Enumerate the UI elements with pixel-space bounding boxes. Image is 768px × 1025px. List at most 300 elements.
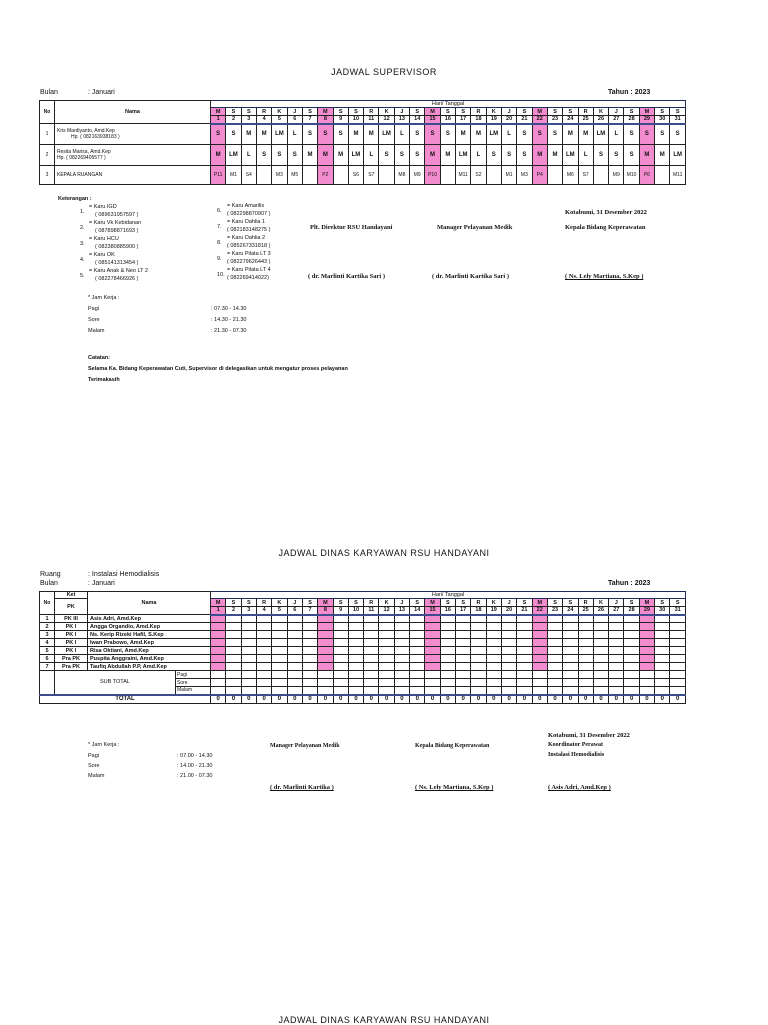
shift-cell: M [547,145,562,166]
shift-cell: P4 [532,166,547,185]
hari-tanggal-header: Hari/ Tanggal [211,101,686,108]
shift-cell: S [609,145,624,166]
dinas-shift-cell [639,655,654,663]
jam2-title: * Jam Kerja : [88,742,120,748]
dinas-shift-cell [578,639,593,647]
dinas-bulan-value: : Januari [88,580,115,587]
total-value: 0 [211,695,226,704]
dinas-row-pk: PK I [55,623,88,631]
supervisor-phone: Hp. ( 082163938183 ) [71,134,120,140]
dinas-shift-cell [532,631,547,639]
dinas-shift-cell [532,647,547,655]
subtotal-cell [302,679,317,687]
day-letter: K [593,108,608,116]
subtotal-cell [456,679,471,687]
dinas-shift-cell [501,655,516,663]
dinas-shift-cell [272,647,287,655]
total-value: 0 [318,695,333,704]
date-number: 23 [547,116,562,124]
subtotal-cell [348,671,363,679]
keterangan-role: = Karu Amarilis [227,203,265,209]
dinas-date-number: 7 [302,607,317,615]
keterangan-number: 2. [80,225,85,231]
day-letter: R [578,108,593,116]
dinas-shift-cell [379,631,394,639]
sign1-title-kabid: Kepala Bidang Keperawatan [565,224,646,231]
shift-cell: M5 [287,166,302,185]
dinas-row-name: Asis Adri, Amd.Kep [88,615,211,623]
dinas-shift-cell [241,615,256,623]
total-value: 0 [333,695,348,704]
dinas-shift-cell [624,655,639,663]
total-value: 0 [425,695,440,704]
dinas-shift-cell [394,647,409,655]
subtotal-cell [609,687,624,695]
dinas-shift-cell [425,639,440,647]
dinas-shift-cell [624,639,639,647]
dinas-shift-cell [517,647,532,655]
date-number: 17 [456,116,471,124]
shift-cell: S [256,145,271,166]
dinas-shift-cell [578,647,593,655]
dinas-day-letter: S [517,599,532,607]
subtotal-cell [348,687,363,695]
dinas-col-pk: PK [55,599,88,615]
subtotal-cell [547,687,562,695]
subtotal-cell [639,679,654,687]
dinas-shift-cell [364,615,379,623]
dinas-shift-cell [670,663,686,671]
shift-cell: S [379,145,394,166]
shift-cell: M [333,145,348,166]
subtotal-shift-label: Sore [176,679,211,687]
shift-cell: LM [456,145,471,166]
subtotal-cell [532,671,547,679]
sign2-place-date: Kotabumi, 31 Desember 2022 [548,732,630,739]
shift-cell: M [256,124,271,145]
subtotal-row [40,671,686,679]
subtotal-cell [379,671,394,679]
dinas-shift-cell [333,647,348,655]
dinas-date-number: 16 [440,607,455,615]
dinas-day-letter: S [348,599,363,607]
dinas-shift-cell [379,647,394,655]
dinas-shift-cell [563,623,578,631]
date-number: 9 [333,116,348,124]
day-letter: S [456,108,471,116]
shift-cell: P11 [211,166,226,185]
subtotal-cell [256,679,271,687]
dinas-shift-cell [394,623,409,631]
dinas-shift-cell [670,655,686,663]
subtotal-cell [471,679,486,687]
shift-cell [379,166,394,185]
dinas-shift-cell [333,639,348,647]
shift-cell: M9 [609,166,624,185]
dinas-shift-cell [532,639,547,647]
day-letter: R [256,108,271,116]
dinas-shift-cell [256,623,271,631]
dinas-shift-cell [287,663,302,671]
dinas-shift-cell [547,631,562,639]
dinas-day-letter: S [670,599,686,607]
day-letter: R [364,108,379,116]
dinas-shift-cell [609,639,624,647]
subtotal-cell [272,679,287,687]
dinas-row-name: Taufiq Abdullah P.P, Amd.Kep [88,663,211,671]
dinas-shift-cell [517,615,532,623]
subtotal-cell [609,671,624,679]
shift-cell: M [348,124,363,145]
shift-cell [440,166,455,185]
sign2-name-manager: ( dr. Marlinti Kartika ) [270,784,334,791]
sign2-title-koordinator: Koordinator Perawat [548,742,604,748]
dinas-shift-cell [211,647,226,655]
sign2-title-kabid: Kepala Bidang Keperawatan [415,743,490,749]
dinas-shift-cell [517,623,532,631]
keterangan-phone: ( 089631957597 ) [95,212,139,218]
dinas-shift-cell [456,631,471,639]
shift-cell: L [287,124,302,145]
supervisor-row [40,124,686,145]
subtotal-cell [578,679,593,687]
catatan-title: Catatan: [88,355,111,361]
shift-cell: LM [563,145,578,166]
dinas-shift-cell [333,655,348,663]
subtotal-cell [211,679,226,687]
dinas-row-pk: PK III [55,615,88,623]
dinas-shift-cell [639,639,654,647]
subtotal-cell [624,687,639,695]
dinas-shift-cell [563,615,578,623]
dinas-title: JADWAL DINAS KARYAWAN RSU HANDAYANI [278,548,490,558]
subtotal-cell [410,671,425,679]
dinas-shift-cell [287,647,302,655]
shift-cell: L [241,145,256,166]
dinas-shift-cell [226,615,241,623]
keterangan-phone: ( 082278466926 ) [95,276,139,282]
subtotal-cell [563,671,578,679]
day-letter: K [379,108,394,116]
subtotal-cell [364,679,379,687]
supervisor-row [40,166,686,185]
dinas-row-name: Puspita Anggraini, Amd.Kep [88,655,211,663]
dinas-day-letter: J [501,599,516,607]
subtotal-cell [333,679,348,687]
dinas-row-name: Risa Oktiani, Amd.Kep [88,647,211,655]
dinas-shift-cell [593,623,608,631]
day-letter: S [333,108,348,116]
dinas-shift-cell [394,639,409,647]
subtotal-cell [379,687,394,695]
dinas-shift-cell [609,615,624,623]
shift-time: : 14.00 - 21.30 [177,763,213,769]
dinas-shift-cell [410,655,425,663]
shift-cell [547,166,562,185]
dinas-shift-cell [394,655,409,663]
dinas-row-no: 4 [40,639,55,647]
dinas-shift-cell [501,647,516,655]
subtotal-cell [639,687,654,695]
shift-time: : 21.30 - 07.30 [211,328,247,334]
dinas-shift-cell [670,639,686,647]
dinas-shift-cell [655,663,670,671]
shift-cell: M [655,145,670,166]
day-letter: S [563,108,578,116]
dinas-row [40,631,686,639]
dinas-shift-cell [578,663,593,671]
dinas-shift-cell [318,615,333,623]
dinas-row-pk: Pra PK [55,655,88,663]
dinas-shift-cell [593,639,608,647]
total-value: 0 [440,695,455,704]
shift-cell: M1 [226,166,241,185]
dinas-shift-cell [532,663,547,671]
dinas-shift-cell [501,615,516,623]
dinas-day-letter: J [394,599,409,607]
keterangan-role: = Karu Pilata LT 3 [227,251,271,257]
date-number: 24 [563,116,578,124]
total-value: 0 [624,695,639,704]
dinas-day-letter: S [410,599,425,607]
dinas-date-number: 4 [256,607,271,615]
dinas-shift-cell [410,631,425,639]
sign1-name-manager: ( dr. Marlinti Kartika Sari ) [432,273,510,280]
dinas-shift-cell [364,647,379,655]
subtotal-cell [226,687,241,695]
dinas-shift-cell [379,663,394,671]
dinas-shift-cell [578,623,593,631]
dinas-shift-cell [348,631,363,639]
dinas-shift-cell [532,655,547,663]
dinas-shift-cell [364,655,379,663]
dinas-shift-cell [333,663,348,671]
supervisor-name-cell [55,145,211,166]
dinas-shift-cell [241,623,256,631]
dinas-date-number: 23 [547,607,562,615]
dinas-shift-cell [547,623,562,631]
dinas-shift-cell [639,663,654,671]
supervisor-schedule-table [39,100,686,185]
total-value: 0 [226,695,241,704]
subtotal-cell [394,687,409,695]
total-value: 0 [486,695,501,704]
total-value: 0 [241,695,256,704]
subtotal-cell [655,679,670,687]
day-letter: J [287,108,302,116]
total-value: 0 [256,695,271,704]
dinas-shift-cell [471,655,486,663]
dinas-shift-cell [318,647,333,655]
dinas-row [40,615,686,623]
subtotal-cell [302,671,317,679]
subtotal-cell [547,671,562,679]
dinas-date-number: 21 [517,607,532,615]
dinas-shift-cell [471,647,486,655]
keterangan-number: 9. [217,256,222,262]
keterangan-label: Keterangan : [58,196,92,202]
dinas-shift-cell [410,647,425,655]
shift-cell: S [532,124,547,145]
dinas-row [40,663,686,671]
dinas-day-letter: K [593,599,608,607]
subtotal-cell [241,671,256,679]
day-letter: M [211,108,226,116]
dinas-shift-cell [486,639,501,647]
dinas-shift-cell [348,647,363,655]
dinas-shift-cell [348,639,363,647]
catatan-text: Selama Ka. Bidang Keperawatan Cuti, Supervisor di delegasikan untuk mengatur proses pelayanan [88,366,348,372]
shift-cell: S [211,124,226,145]
subtotal-cell [471,687,486,695]
keterangan-role: = Karu Anak & Neo LT 2 [89,268,148,274]
date-number: 27 [609,116,624,124]
total-value: 0 [272,695,287,704]
dinas-date-number: 8 [318,607,333,615]
dinas-shift-cell [655,647,670,655]
dinas-shift-cell [440,631,455,639]
dinas-shift-cell [211,639,226,647]
dinas-shift-cell [486,663,501,671]
dinas-shift-cell [333,623,348,631]
dinas-shift-cell [379,655,394,663]
subtotal-cell [318,687,333,695]
date-number: 29 [639,116,654,124]
subtotal-cell [670,679,686,687]
day-letter: M [318,108,333,116]
dinas-shift-cell [639,631,654,639]
shift-cell: S [655,124,670,145]
dinas-shift-cell [318,655,333,663]
dinas-date-number: 28 [624,607,639,615]
shift-time: : 07.30 - 14.30 [211,306,247,312]
dinas-shift-cell [440,655,455,663]
subtotal-cell [593,671,608,679]
dinas-shift-cell [211,623,226,631]
subtotal-cell [226,679,241,687]
shift-cell: S [501,145,516,166]
subtotal-cell [655,671,670,679]
dinas-shift-cell [624,615,639,623]
keterangan-phone: ( 085141313454 ) [95,260,139,266]
dinas-shift-cell [211,655,226,663]
dinas-shift-cell [287,615,302,623]
date-number: 30 [655,116,670,124]
dinas-shift-cell [425,623,440,631]
total-value: 0 [655,695,670,704]
subtotal-cell [593,687,608,695]
day-letter: M [425,108,440,116]
total-value: 0 [593,695,608,704]
dinas-shift-cell [425,647,440,655]
shift-cell: S [410,145,425,166]
dinas-shift-cell [394,663,409,671]
dinas-date-number: 22 [532,607,547,615]
keterangan-role: = Karu Vk Kebidanan [89,220,142,226]
date-number: 19 [486,116,501,124]
subtotal-cell [379,679,394,687]
total-value: 0 [456,695,471,704]
subtotal-cell [456,687,471,695]
dinas-shift-cell [425,663,440,671]
shift-cell [302,166,317,185]
dinas-day-letter: J [609,599,624,607]
date-number: 6 [287,116,302,124]
dinas-shift-cell [226,639,241,647]
subtotal-cell [272,671,287,679]
day-letter: M [639,108,654,116]
terimakasih-text: Terimakasih [88,377,120,383]
dinas-shift-cell [578,631,593,639]
dinas-shift-cell [287,655,302,663]
supervisor-name: Kris Mardiyanto, Amd.Kep [57,128,115,134]
subtotal-cell [517,679,532,687]
dinas-date-number: 17 [456,607,471,615]
dinas-day-letter: S [226,599,241,607]
supervisor-phone: Hp. ( 082269405577 ) [57,155,106,161]
dinas-shift-cell [256,631,271,639]
dinas-shift-cell [655,631,670,639]
shift-cell: LM [670,145,686,166]
shift-cell: S [333,124,348,145]
subtotal-cell [440,679,455,687]
date-number: 26 [593,116,608,124]
date-number: 16 [440,116,455,124]
dinas-shift-cell [547,615,562,623]
shift-cell: L [501,124,516,145]
dinas-shift-cell [241,655,256,663]
subtotal-cell [211,687,226,695]
subtotal-cell [532,679,547,687]
shift-name: Malam [88,773,105,779]
dinas-shift-cell [394,615,409,623]
day-letter: M [532,108,547,116]
subtotal-cell [517,687,532,695]
shift-cell [593,166,608,185]
supervisor-name-cell [55,124,211,145]
jam-kerja-title: * Jam Kerja : [88,295,120,301]
dinas-shift-cell [471,639,486,647]
dinas-row-name: Ns. Kerip Rizeki Hafil, S.Kep [88,631,211,639]
dinas-shift-cell [655,655,670,663]
dinas-shift-cell [593,615,608,623]
dinas-row [40,647,686,655]
shift-cell: M [302,145,317,166]
dinas-date-number: 19 [486,607,501,615]
subtotal-cell [547,679,562,687]
keterangan-phone: ( 085267331818 ) [227,243,271,249]
subtotal-cell [410,679,425,687]
shift-cell: M9 [410,166,425,185]
shift-cell: LM [348,145,363,166]
shift-cell: P10 [425,166,440,185]
keterangan-role: = Karu OK [89,252,115,258]
total-value: 0 [532,695,547,704]
date-number: 3 [241,116,256,124]
dinas-day-letter: S [440,599,455,607]
shift-cell [486,166,501,185]
dinas-tahun: Tahun : 2023 [608,580,651,587]
shift-cell [333,166,348,185]
dinas-day-letter: S [456,599,471,607]
date-number: 31 [670,116,686,124]
subtotal-cell [318,671,333,679]
total-value: 0 [364,695,379,704]
subtotal-cell [440,687,455,695]
dinas-shift-cell [486,623,501,631]
shift-cell: M [639,145,654,166]
keterangan-phone: ( 082279626443 ) [227,259,271,265]
